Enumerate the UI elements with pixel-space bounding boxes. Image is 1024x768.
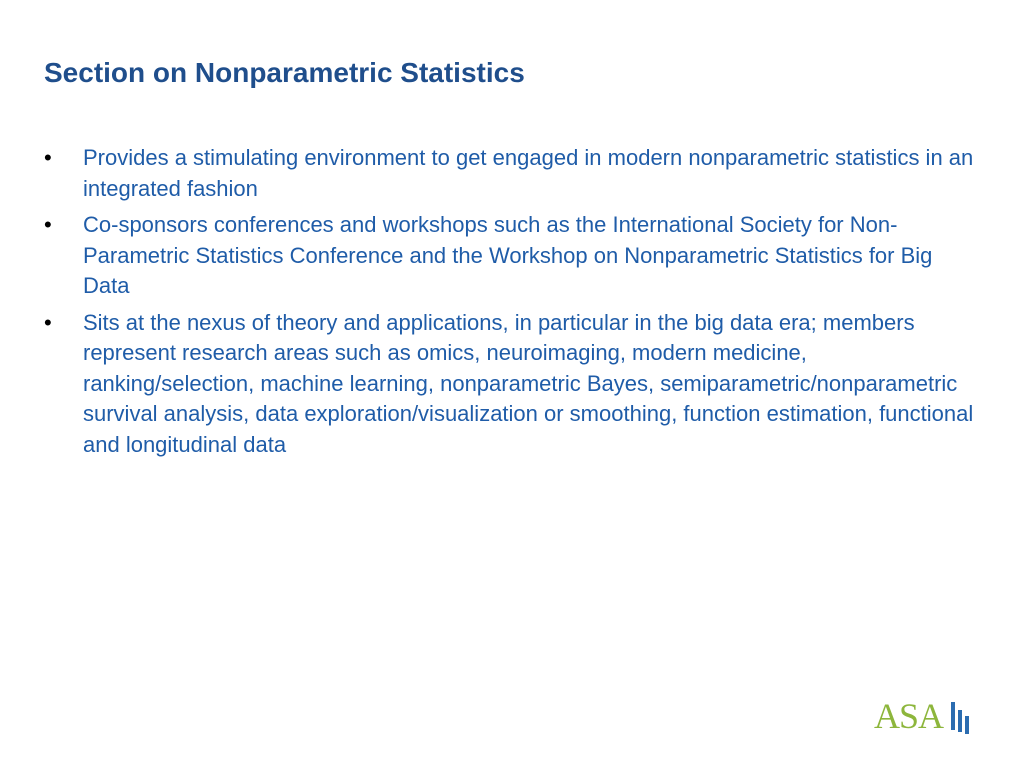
bullet-item <box>44 143 984 204</box>
bullet-dot: • <box>44 309 52 335</box>
bar-chart-icon <box>950 698 974 734</box>
bullet-dot: • <box>44 212 52 237</box>
bullet-list <box>44 143 984 466</box>
bullet-item <box>44 308 984 461</box>
asa-logo <box>874 696 974 740</box>
logo-bar <box>958 710 962 732</box>
logo-bar <box>951 702 955 730</box>
logo-text: ASA <box>874 696 944 736</box>
slide-title: Section on Nonparametric Statistics <box>44 57 525 88</box>
bullet-dot: • <box>44 145 52 170</box>
bullet-text: Sits at the nexus of theory and applications, in particular in the big data era; members represent research areas such as omics, neuroimaging, modern medicine, ranking/selection, machine learning, nonparametric Bayes, semiparametric/nonparametric survival analysis, data exploration/visualization or smoothing, function estimation, functional and longitudinal data <box>83 309 974 457</box>
bullet-text: Co-sponsors conferences and workshops such as the International Society for Non-Parametric Statistics Conference and the Workshop on Nonparametric Statistics for Big Data <box>83 212 933 298</box>
bullet-item <box>44 210 984 302</box>
logo-bar <box>965 716 969 734</box>
bullet-text: Provides a stimulating environment to get engaged in modern nonparametric statistics in an integrated fashion <box>83 145 974 201</box>
